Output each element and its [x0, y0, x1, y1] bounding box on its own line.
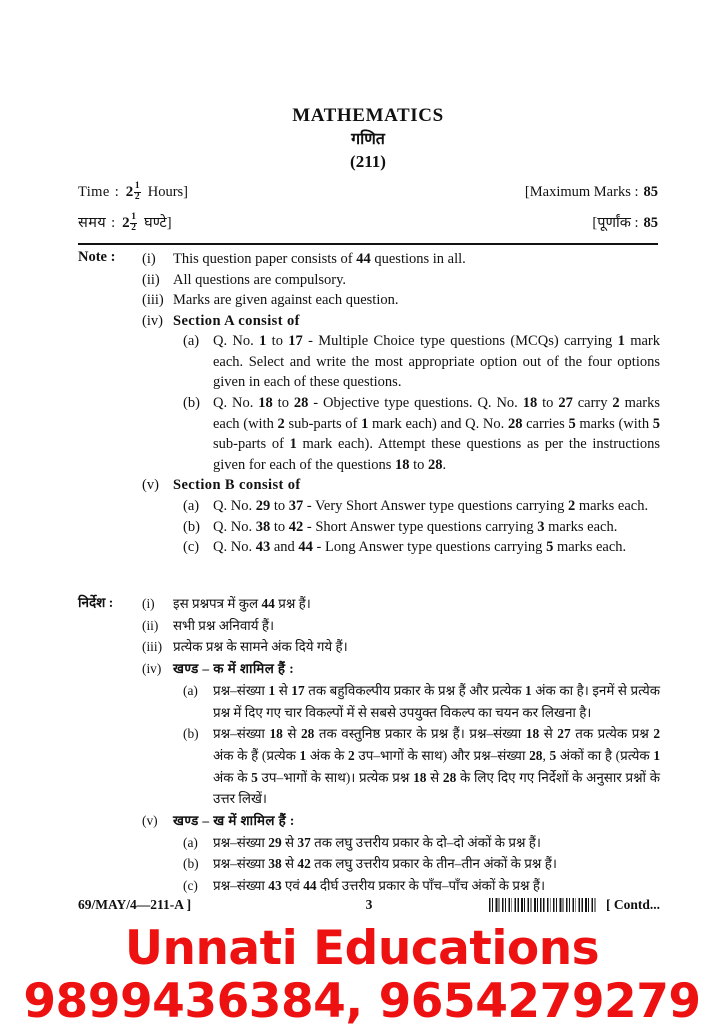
meta-row-hindi	[78, 212, 658, 234]
section-b-subitem	[183, 496, 660, 517]
maximum-marks-value-english: 85	[643, 184, 658, 200]
nirdesh-item-marker: (iv)	[142, 661, 162, 677]
subitem-marker: (a)	[183, 497, 200, 514]
section-b-subitem	[183, 517, 660, 538]
subitem-marker: (b)	[183, 856, 199, 872]
note-item-marker: (iii)	[142, 292, 164, 309]
nirdesh-item-list	[142, 593, 660, 897]
page-title: MATHEMATICS	[292, 105, 444, 126]
fraction-numerator-hindi: 1	[131, 211, 136, 222]
time-value-hindi	[122, 213, 137, 234]
section-a-subitem	[183, 331, 660, 393]
section-a-heading: Section A consist of	[173, 312, 300, 329]
subitem-text: Q. No. 43 and 44 - Long Answer type questions carrying 5 marks each.	[213, 539, 627, 556]
khand-kha-subitem	[183, 832, 660, 854]
note-item-section-b	[142, 475, 660, 496]
subitem-marker: (b)	[183, 726, 199, 742]
note-item-text: This question paper consists of 44 questions in all.	[173, 251, 466, 267]
section-a-subitem-list	[183, 331, 660, 475]
note-section-english	[78, 249, 660, 558]
khand-kha-subitem	[183, 853, 660, 875]
page-header	[78, 104, 658, 173]
paper-code: 69/MAY/4—211-A ]	[78, 897, 192, 912]
nirdesh-item-text: प्रत्येक प्रश्न के सामने अंक दिये गये हैं।	[173, 639, 348, 655]
note-item-list	[142, 249, 660, 558]
subitem-marker: (a)	[183, 333, 200, 350]
nirdesh-item-marker: (i)	[142, 596, 155, 611]
note-item-marker: (iv)	[142, 312, 163, 329]
subitem-text: Q. No. 1 to 17 - Multiple Choice type questions (MCQs) carrying 1 mark each. Select and write the most appropriate option out of the four options given in each of these questions.	[213, 333, 661, 391]
subitem-text: Q. No. 38 to 42 - Short Answer type questions carrying 3 marks each.	[213, 518, 618, 535]
subitem-text: प्रश्न–संख्या 1 से 17 तक बहुविकल्पीय प्रकार के प्रश्न हैं और प्रत्येक 1 अंक का है। इनमें से प्रत्येक प्रश्न में दिए गए चार विकल्पों में से सबसे उपयुक्त विकल्प का चयन कर लिखना है।	[213, 682, 661, 720]
note-item-marker: (ii)	[142, 271, 160, 288]
khand-kha-heading: खण्ड – ख में शामिल हैं :	[173, 813, 295, 829]
maximum-marks-english	[525, 184, 658, 201]
fraction-denominator-hindi: 2	[131, 223, 136, 233]
subitem-text: Q. No. 29 to 37 - Very Short Answer type questions carrying 2 marks each.	[213, 497, 649, 514]
section-b-subitem-list	[183, 496, 660, 558]
note-item	[142, 270, 660, 291]
colon-2: :	[111, 215, 116, 231]
maximum-marks-label-english: [Maximum Marks :	[524, 184, 639, 200]
header-divider	[78, 243, 658, 245]
time-value-english	[126, 182, 141, 203]
page-number: 3	[365, 897, 373, 912]
subitem-marker: (c)	[183, 539, 200, 556]
nirdesh-item-marker: (v)	[142, 813, 158, 829]
subitem-text: प्रश्न–संख्या 43 एवं 44 दीर्घ उत्तरीय प्रकार के पाँच–पाँच अंकों के प्रश्न हैं।	[213, 878, 546, 894]
page-title-hindi: गणित	[351, 130, 385, 148]
note-item-text: All questions are compulsory.	[173, 271, 347, 288]
subitem-text: प्रश्न–संख्या 18 से 28 तक वस्तुनिष्ठ प्रकार के प्रश्न हैं। प्रश्न–संख्या 18 से 27 तक प्रत्येक प्रश्न 2 अंक के हैं (प्रत्येक 1 अंक के 2 उप–भागों के साथ) और प्रश्न–संख्या 28, 5 अंकों का है (प्रत्येक 1 अंक के 5 उप–भागों के साथ)। प्रत्येक प्रश्न 18 से 28 के लिए दिए गए निर्देशों के अनुसार प्रश्नों के उत्तर लिखें।	[213, 726, 661, 807]
watermark-phone-numbers: 9899436384, 9654279279	[23, 974, 701, 1029]
time-fraction-hindi	[130, 213, 137, 234]
subitem-text: Q. No. 18 to 28 - Objective type questions. Q. No. 18 to 27 carry 2 marks each (with 2 sub-parts of 1 mark each) and Q. No. 28 carries 5 marks (with 5 sub-parts of 1 mark each). Attempt these questions as per the instructions given for each of the questions 18 to 28.	[213, 395, 661, 473]
note-item-marker: (v)	[142, 477, 159, 494]
time-whole-number: 2	[125, 184, 134, 200]
nirdesh-heading: निर्देश :	[78, 595, 114, 610]
meta-row-english	[78, 182, 658, 203]
time-fraction	[134, 182, 141, 203]
nirdesh-item-marker: (ii)	[142, 617, 159, 633]
subitem-text: प्रश्न–संख्या 38 से 42 तक लघु उत्तरीय प्रकार के तीन–तीन अंकों के प्रश्न हैं।	[213, 856, 557, 872]
note-item	[142, 249, 660, 270]
note-item-text: Marks are given against each question.	[173, 292, 399, 309]
section-b-heading: Section B consist of	[173, 477, 301, 494]
khand-ka-heading: खण्ड – क में शामिल हैं :	[173, 661, 295, 677]
note-item	[142, 290, 660, 311]
fraction-denominator: 2	[134, 192, 140, 202]
subitem-marker: (a)	[183, 834, 198, 850]
khand-ka-subitem	[183, 723, 660, 810]
khand-kha-subitem-list	[183, 832, 660, 897]
nirdesh-item	[142, 636, 660, 658]
time-unit-english: Hours]	[147, 184, 189, 200]
subitem-marker: (b)	[183, 518, 200, 535]
nirdesh-item	[142, 615, 660, 637]
maximum-marks-hindi	[592, 212, 658, 232]
khand-kha-subitem	[183, 875, 660, 897]
time-label-hindi: समय	[78, 215, 107, 231]
time-label-english: Time	[78, 184, 110, 200]
section-a-subitem	[183, 393, 660, 475]
time-allowed-hindi	[78, 212, 172, 234]
fraction-numerator: 1	[134, 180, 140, 191]
subitem-marker: (c)	[183, 878, 198, 894]
page-footer	[78, 897, 660, 913]
watermark-brand-name: Unnati Educations	[124, 921, 600, 976]
subitem-text: प्रश्न–संख्या 29 से 37 तक लघु उत्तरीय प्रकार के दो–दो अंकों के प्रश्न हैं।	[213, 834, 541, 850]
khand-ka-subitem-list	[183, 680, 660, 810]
note-heading: Note :	[78, 249, 116, 265]
maximum-marks-value-hindi: 85	[643, 215, 658, 231]
time-whole-number-hindi: 2	[122, 215, 130, 231]
note-item-section-a	[142, 311, 660, 332]
nirdesh-item-khand-ka	[142, 658, 660, 680]
time-unit-hindi: घण्टे]	[144, 215, 172, 231]
note-item-marker: (i)	[142, 251, 156, 267]
colon-1: :	[114, 184, 119, 200]
note-section-hindi	[78, 593, 660, 897]
khand-ka-subitem	[183, 680, 660, 723]
nirdesh-item-text: इस प्रश्नपत्र में कुल 44 प्रश्न हैं।	[173, 596, 311, 611]
time-allowed-english	[78, 182, 188, 203]
nirdesh-item-khand-kha	[142, 810, 660, 832]
section-b-subitem	[183, 537, 660, 558]
continued-label: [ Contd...	[605, 897, 660, 912]
nirdesh-item-text: सभी प्रश्न अनिवार्य हैं।	[173, 617, 275, 633]
subitem-marker: (b)	[183, 395, 200, 412]
nirdesh-item	[142, 593, 660, 615]
subitem-marker: (a)	[183, 682, 198, 698]
nirdesh-item-marker: (iii)	[142, 639, 163, 655]
subject-code: (211)	[350, 152, 386, 172]
maximum-marks-label-hindi: [पूर्णांक :	[592, 215, 639, 231]
